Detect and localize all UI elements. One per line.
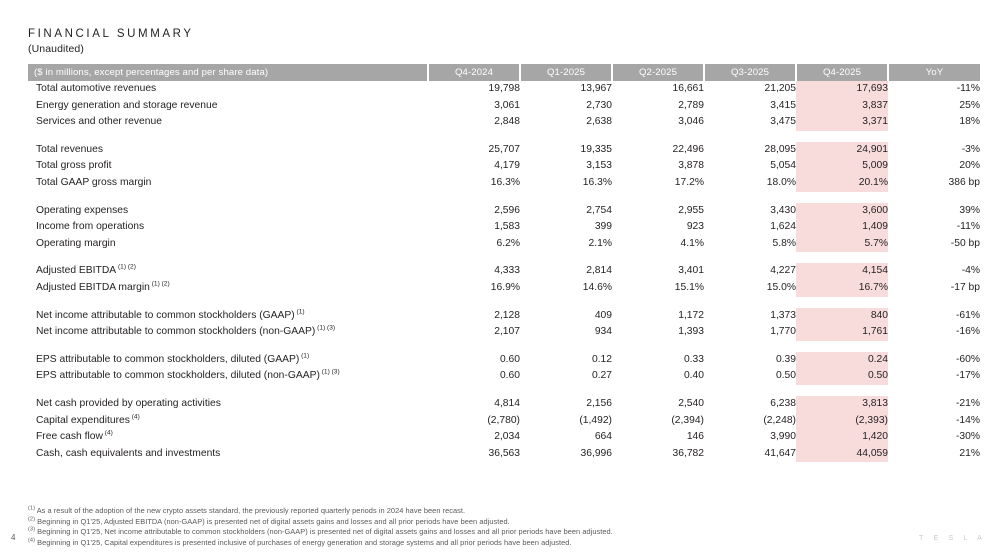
row-value: 1,409 [796,219,888,236]
table-row [28,368,980,385]
row-value: 0.33 [683,353,704,365]
row-value-yoy: 18% [959,116,980,128]
row-label: Net cash provided by operating activities [36,397,221,409]
footnote: $^{(3)}$ Beginning in Q1'25, Net income attributable to common stockholders (non-GAAP) is presented net of digital assets gains and losses and all prior periods have been adjusted. [28,526,613,536]
column-header-q4-2024: Q4-2024 [428,64,520,81]
table-row [28,429,980,446]
row-label: Operating expenses [36,204,129,216]
row-value: 3,153 [586,160,612,172]
table-spacer-row [28,192,980,203]
row-value: 16.3% [582,176,612,188]
table-spacer-row [28,252,980,263]
row-value: 1,420 [796,429,888,446]
row-value-yoy: 386 bp [948,176,980,188]
row-value: 2.1% [588,237,612,249]
row-value: 934 [594,326,612,338]
row-value: 1,770 [770,326,796,338]
row-value: 4,179 [494,160,520,172]
row-value: 2,156 [586,397,612,409]
row-value: 3,415 [770,99,796,111]
row-value-yoy: 25% [959,99,980,111]
table-row [28,413,980,430]
table-row [28,158,980,175]
row-label: Adjusted EBITDA margin $^{(1) (2)}$ [36,280,170,293]
row-value-yoy: -30% [955,431,980,443]
row-label: Income from operations [36,221,145,233]
table-row [28,446,980,463]
row-value-yoy: -21% [955,397,980,409]
row-value: 3,371 [796,114,888,131]
row-value: 44,059 [796,446,888,463]
row-value-yoy: 21% [959,447,980,459]
spacer-cell [28,341,980,352]
row-value-yoy: -61% [955,309,980,321]
table-row [28,263,980,280]
table-row [28,203,980,220]
row-value-yoy: -17% [955,370,980,382]
row-value: 1,583 [494,221,520,233]
table-row [28,352,980,369]
table-row [28,219,980,236]
row-value-yoy: -3% [961,143,980,155]
row-value: 5.8% [772,237,796,249]
row-value: 399 [594,221,612,233]
row-value: 24,901 [796,142,888,159]
footnote-marker: (1) (2) [149,280,170,288]
row-value: 36,563 [488,447,520,459]
row-value: 36,782 [672,447,704,459]
row-value-yoy: -14% [955,414,980,426]
row-value: 16,661 [672,83,704,94]
row-label: Total GAAP gross margin [36,176,152,188]
row-value: 4.1% [680,237,704,249]
table-row [28,280,980,297]
row-value: 25,707 [488,143,520,155]
row-value: 2,128 [494,309,520,321]
spacer-cell [28,131,980,142]
footnotes [28,506,828,548]
row-value: 16.9% [490,281,520,293]
table-spacer-row [28,131,980,142]
row-value: 3,837 [796,98,888,115]
row-value: 923 [686,221,704,233]
table-row [28,98,980,115]
row-label: Free cash flow $^{(4)}$ [36,429,113,443]
row-value-yoy: -16% [955,326,980,338]
row-value: 0.27 [591,370,612,382]
row-value: 1,761 [796,324,888,341]
row-value: (2,248) [763,414,796,426]
row-value: 22,496 [672,143,704,155]
table-row [28,175,980,192]
column-header-q2-2025: Q2-2025 [612,64,704,81]
row-value-yoy: -11% [956,221,980,233]
row-label: Adjusted EBITDA $^{(1) (2)}$ [36,263,136,277]
row-value: 3,046 [678,116,704,128]
row-value: 3,401 [678,265,704,277]
row-value-yoy: -17 bp [950,281,980,293]
row-value: 1,624 [770,221,796,233]
row-value: 19,798 [488,83,520,94]
row-value: 664 [594,431,612,443]
row-value: 16.7% [796,280,888,297]
row-value: 36,996 [580,447,612,459]
footnote-marker: (2) [28,516,35,523]
table-header-row [28,64,980,81]
row-value: 5,009 [796,158,888,175]
row-value: 15.1% [674,281,704,293]
row-value: 0.60 [499,353,520,365]
row-value: (2,394) [671,414,704,426]
row-value: 20.1% [796,175,888,192]
row-value: 3,813 [796,396,888,413]
footnote-marker: (1) [28,505,35,512]
row-value: 16.3% [490,176,520,188]
row-value-yoy: -60% [955,353,980,365]
row-value: 28,095 [764,143,796,155]
row-value: 4,814 [494,397,520,409]
footnote-marker: (4) [102,429,113,437]
row-label: Energy generation and storage revenue [36,99,218,111]
row-value: 41,647 [764,447,796,459]
row-label: Total automotive revenues [36,83,157,94]
row-value: 17.2% [674,176,704,188]
table-spacer-row [28,341,980,352]
row-value: 4,333 [494,265,520,277]
row-value-yoy: -50 bp [950,237,980,249]
row-label: EPS attributable to common stockholders, diluted (non-GAAP) $^{(1) (3)}$ [36,368,340,382]
table-row [28,142,980,159]
row-value: 2,638 [586,116,612,128]
brand-logo: T E S L A [919,535,986,542]
row-value-yoy: -4% [961,265,980,277]
row-value: 3,475 [770,116,796,128]
row-label: Operating margin [36,237,116,249]
row-value: 2,034 [494,431,520,443]
row-value: 2,848 [494,116,520,128]
table-row [28,396,980,413]
row-label: Total revenues [36,143,103,155]
row-value: 3,990 [770,431,796,443]
row-label: Net income attributable to common stockholders (GAAP) $^{(1)}$ [36,308,305,321]
row-value: 21,205 [764,83,796,94]
spacer-cell [28,192,980,203]
table-row [28,236,980,253]
column-header-q4-2025: Q4-2025 [796,64,888,81]
row-value: 13,967 [580,83,612,94]
row-value: 4,154 [796,263,888,280]
row-value: 5.7% [796,236,888,253]
row-value: 2,107 [494,326,520,338]
footnote: $^{(1)}$ As a result of the adoption of the new crypto assets standard, the previously reported quarterly periods in 2024 have been recast. [28,505,466,515]
table-row [28,114,980,131]
row-value: 1,172 [678,309,704,321]
row-value: 840 [796,308,888,325]
spacer-cell [28,297,980,308]
row-value: 3,061 [494,99,520,111]
financial-summary-table [28,64,980,462]
row-value: 2,955 [678,204,704,216]
footnote-marker: (4) [28,537,35,544]
table-spacer-row [28,385,980,396]
table-row [28,81,980,98]
row-value: 0.50 [775,370,796,382]
row-value: 3,878 [678,160,704,172]
page-number: 4 [11,533,16,542]
column-header-q3-2025: Q3-2025 [704,64,796,81]
row-value: 6,238 [770,397,796,409]
footnote: $^{(2)}$ Beginning in Q1'25, Adjusted EBITDA (non-GAAP) is presented net of digital assets gains and losses and all prior periods have been adjusted. [28,516,510,526]
row-value: 0.24 [796,352,888,369]
row-value: 0.39 [775,353,796,365]
row-value: 17,693 [796,81,888,98]
row-value: 1,373 [770,309,796,321]
row-value: 2,754 [586,204,612,216]
table-header [28,64,980,81]
row-value: 6.2% [496,237,520,249]
row-value: 19,335 [580,143,612,155]
row-label: Capital expenditures $^{(4)}$ [36,413,140,426]
row-label: EPS attributable to common stockholders, diluted (GAAP) $^{(1)}$ [36,352,310,365]
column-header-yoy: YoY [888,64,980,81]
footnote-marker: (1) [299,352,310,360]
table-spacer-row [28,297,980,308]
row-label: Total gross profit [36,160,112,172]
page-subtitle: (Unaudited) [28,43,84,55]
row-value: 18.0% [766,176,796,188]
row-value: 409 [594,309,612,321]
page-title: FINANCIAL SUMMARY [28,28,194,40]
spacer-cell [28,385,980,396]
row-value: 2,596 [494,204,520,216]
row-label: Net income attributable to common stockholders (non-GAAP) $^{(1) (3)}$ [36,324,336,338]
footnote-marker: (3) [28,526,35,533]
row-label: Cash, cash equivalents and investments [36,447,221,459]
row-value: (2,780) [487,414,520,426]
row-value: (1,492) [579,414,612,426]
row-value: 146 [686,431,704,443]
spacer-cell [28,252,980,263]
row-value: 1,393 [678,326,704,338]
row-value-yoy: -11% [956,83,980,94]
footnote-marker: (1) (3) [315,324,336,332]
row-value: 2,814 [586,265,612,277]
row-value: (2,393) [796,413,888,430]
table-row [28,324,980,341]
column-header-label: ($ in millions, except percentages and per share data) [28,64,428,81]
row-value: 4,227 [770,265,796,277]
row-value: 3,600 [796,203,888,220]
row-value: 5,054 [770,160,796,172]
row-value: 0.12 [591,353,612,365]
row-value: 14.6% [582,281,612,293]
footnote-marker: (1) (3) [319,368,340,376]
row-value: 0.50 [796,368,888,385]
table-body [28,81,980,462]
footnote: $^{(4)}$ Beginning in Q1'25, Capital expenditures is presented inclusive of purchases of energy generation and storage systems and all prior periods have been adjusted. [28,537,572,547]
footnote-marker: (1) (2) [116,263,136,271]
column-header-q1-2025: Q1-2025 [520,64,612,81]
row-value: 15.0% [766,281,796,293]
row-value-yoy: 39% [959,204,980,216]
table-row [28,308,980,325]
footnote-marker: (4) [129,413,140,421]
row-value: 0.60 [499,370,520,382]
row-value: 2,730 [586,99,612,111]
row-value: 2,789 [678,99,704,111]
row-label: Services and other revenue [36,116,162,128]
row-value: 3,430 [770,204,796,216]
footnote-marker: (1) [294,308,305,316]
row-value-yoy: 20% [959,160,980,172]
row-value: 2,540 [678,397,704,409]
row-value: 0.40 [683,370,704,382]
